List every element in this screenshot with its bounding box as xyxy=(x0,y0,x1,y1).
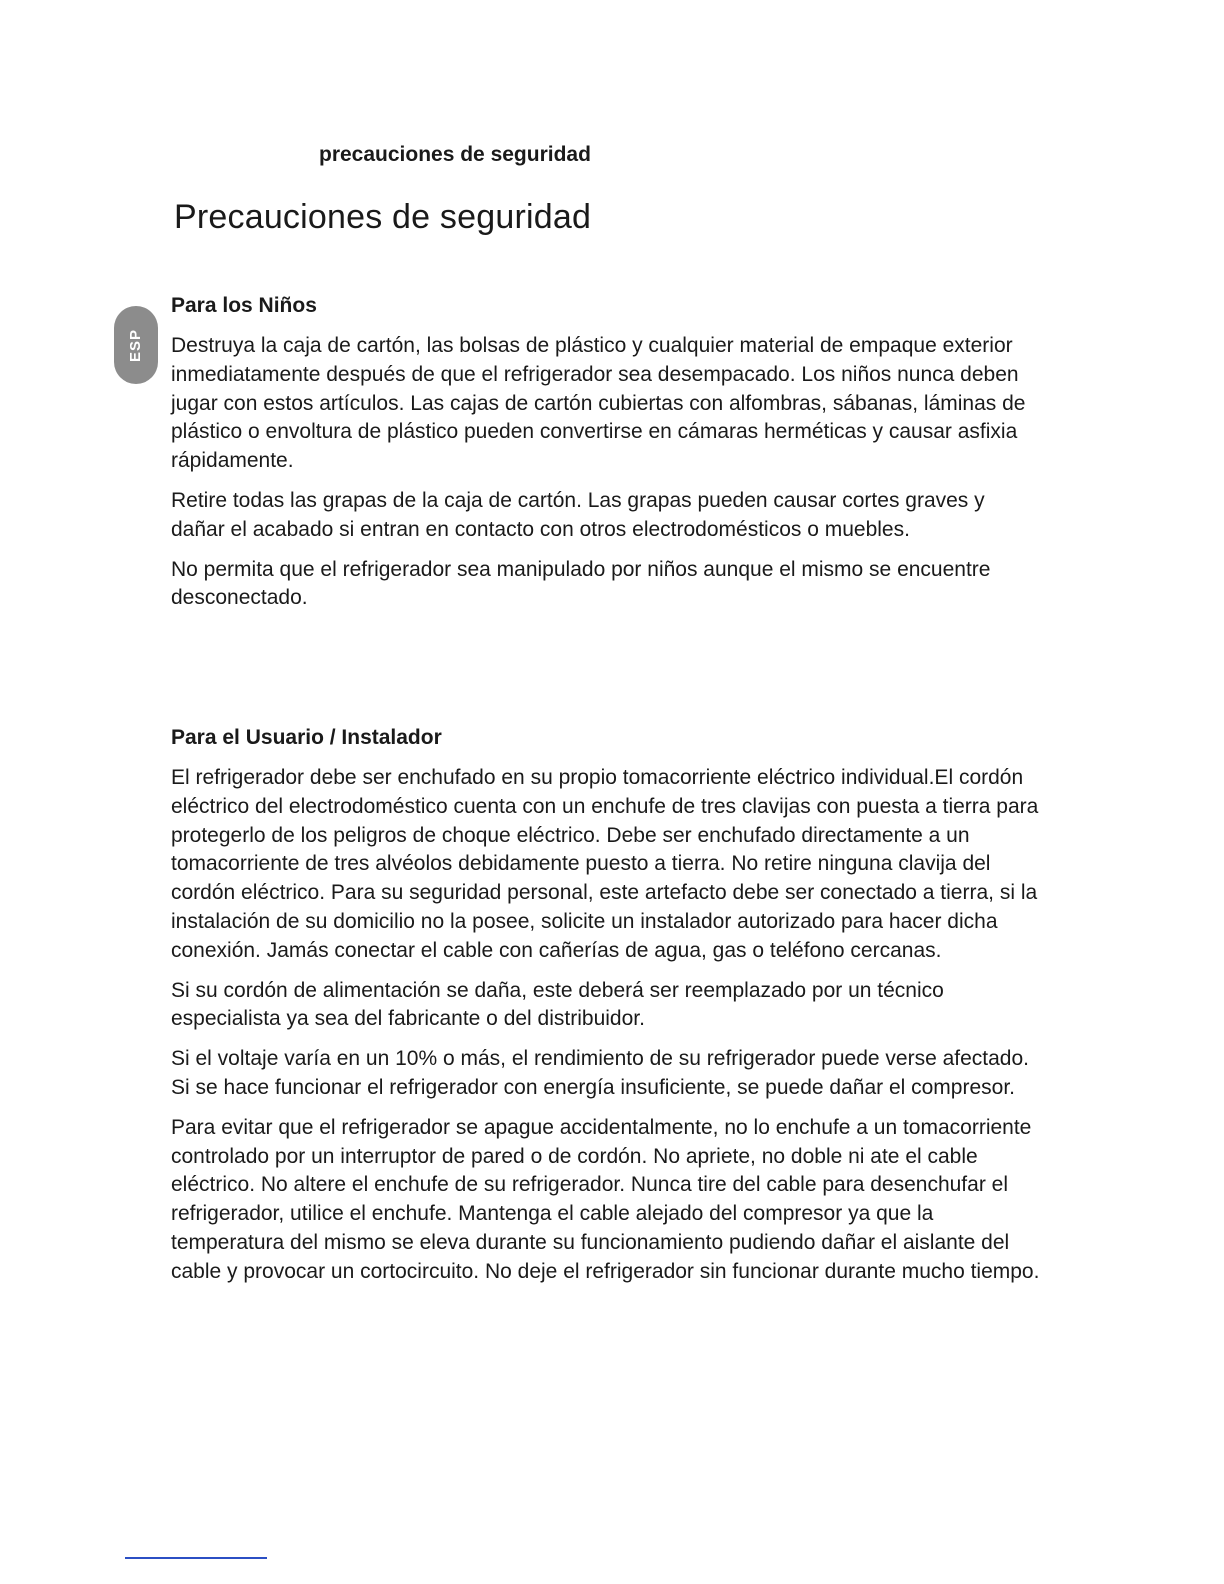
running-header: precauciones de seguridad xyxy=(319,143,591,166)
paragraph: El refrigerador debe ser enchufado en su propio tomacorriente eléctrico individual.El cordón eléctrico del electrodoméstico cuenta con un enchufe de tres clavijas con puesta a tierra para protegerlo de los peligros de choque eléctrico. Debe ser enchufado directamente a un tomacorriente de tres alvéolos debidamente puesto a tierra. No retire ninguna clavija del cordón eléctrico. Para su seguridad personal, este artefacto debe ser conectado a tierra, si la instalación de su domicilio no la posee, solicite un instalador autorizado para hacer dicha conexión. Jamás conectar el cable con cañerías de agua, gas o teléfono cercanas. xyxy=(171,766,1039,962)
section-heading: Para el Usuario / Instalador xyxy=(171,726,442,749)
section-user-installer xyxy=(171,724,1041,1298)
paragraph: No permita que el refrigerador sea manipulado por niños aunque el mismo se encuentre desconectado. xyxy=(171,557,991,610)
language-tab xyxy=(114,306,158,384)
footer-rule xyxy=(125,1557,267,1559)
paragraph: Si el voltaje varía en un 10% o más, el rendimiento de su refrigerador puede verse afectado. Si se hace funcionar el refrigerador con energía insuficiente, se puede dañar el compresor. xyxy=(171,1047,1029,1099)
section-heading: Para los Niños xyxy=(171,294,317,317)
section-children xyxy=(171,292,1041,624)
paragraph: Para evitar que el refrigerador se apague accidentalmente, no lo enchufe a un tomacorriente controlado por un interruptor de pared o de cordón. No apriete, no doble ni ate el cable eléctrico. No altere el enchufe de su refrigerador. Nunca tire del cable para desenchufar el refrigerador, utilice el enchufe. Mantenga el cable alejado del compresor ya que la temperatura del mismo se eleva durante su funcionamiento pudiendo dañar el aislante del cable y provocar un cortocircuito. No deje el refrigerador sin funcionar durante mucho tiempo. xyxy=(171,1115,1040,1283)
language-tab-label: ESP xyxy=(127,328,145,362)
paragraph: Destruya la caja de cartón, las bolsas de plástico y cualquier material de empaque exterior inmediatamente después de que el refrigerador sea desempacado. Los niños nunca deben jugar con estos artículos. Las cajas de cartón cubiertas con alfombras, sábanas, láminas de plástico o envoltura de plástico pueden convertirse en cámaras herméticas y causar asfixia rápidamente. xyxy=(171,334,1026,473)
page-title: Precauciones de seguridad xyxy=(174,198,592,236)
paragraph: Retire todas las grapas de la caja de cartón. Las grapas pueden causar cortes graves y dañar el acabado si entran en contacto con otros electrodomésticos o muebles. xyxy=(171,488,985,541)
paragraph: Si su cordón de alimentación se daña, este deberá ser reemplazado por un técnico especialista ya sea del fabricante o del distribuidor. xyxy=(171,978,944,1031)
